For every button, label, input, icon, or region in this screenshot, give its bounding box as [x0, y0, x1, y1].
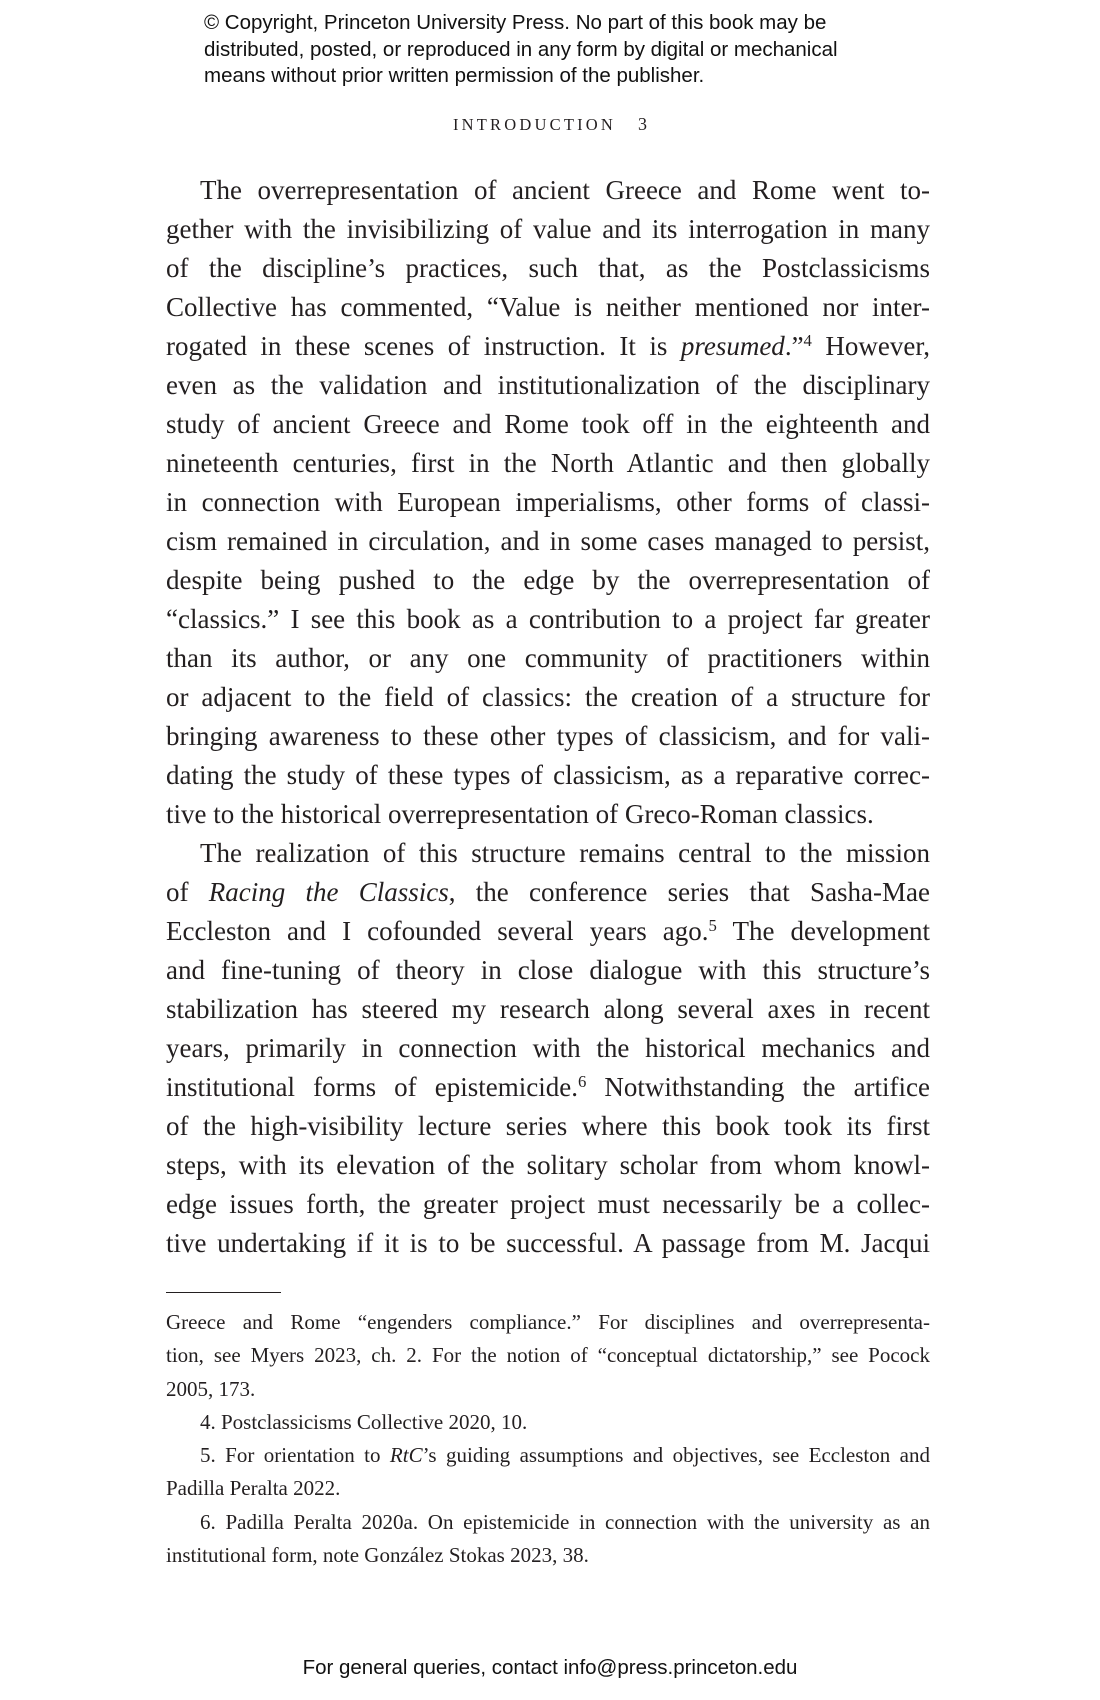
text-run: 4. Postclassicisms Collective 2020, 10.: [200, 1409, 528, 1434]
text-run: Greece and Rome “engenders compliance.” For disciplines and overrepresenta-: [166, 1310, 930, 1334]
text-run: or adjacent to the field of classics: the creation of a structure for: [166, 682, 930, 712]
body-line: [166, 873, 930, 912]
text-run: dating the study of these types of classicism, as a reparative correc-: [166, 760, 930, 790]
body-line: [166, 1068, 930, 1107]
body-line: [166, 951, 930, 990]
contact-footer: For general queries, contact info@press.princeton.edu: [302, 1656, 798, 1679]
text-run: despite being pushed to the edge by the overrepresentation of: [166, 565, 930, 595]
text-run: stabilization has steered my research along several axes in recent: [166, 994, 930, 1024]
text-run: The realization of this structure remains central to the mission: [200, 838, 930, 868]
footnote-line: [166, 1439, 930, 1472]
footnote-line: [166, 1306, 930, 1339]
body-line: [166, 1146, 930, 1185]
text-run: than its author, or any one community of practitioners within: [166, 643, 930, 673]
footnote-reference[interactable]: 4: [803, 330, 812, 350]
body-line: [166, 678, 930, 717]
body-line: [166, 639, 930, 678]
text-run: years, primarily in connection with the historical mechanics and: [166, 1033, 930, 1063]
body-line: [166, 912, 930, 951]
text-run: tive to the historical overrepresentation of Greco-Roman classics.: [166, 799, 874, 829]
body-line: [166, 1224, 930, 1263]
body-line: [166, 561, 930, 600]
body-line: [166, 366, 930, 405]
text-run: of the high-visibility lecture series where this book took its first: [166, 1111, 930, 1141]
text-run: even as the validation and institutionalization of the disciplinary: [166, 370, 930, 400]
page-number: 3: [638, 114, 648, 134]
text-run: The development: [716, 916, 930, 946]
text-run: nineteenth centuries, first in the North Atlantic and then globally: [166, 448, 930, 478]
text-run: and fine-tuning of theory in close dialogue with this structure’s: [166, 955, 930, 985]
text-run: “classics.” I see this book as a contribution to a project far greater: [166, 604, 930, 634]
footnote-reference[interactable]: 6: [577, 1071, 587, 1091]
text-run: of: [166, 877, 209, 907]
text-run: bringing awareness to these other types of classicism, and for vali-: [166, 721, 930, 751]
text-run: 2005, 173.: [166, 1376, 256, 1401]
text-run: 5. For orientation to: [200, 1443, 390, 1468]
body-line: [166, 171, 930, 210]
text-run: edge issues forth, the greater project must necessarily be a collec-: [166, 1189, 930, 1219]
italic-text: RtC: [389, 1443, 423, 1468]
italic-text: Racing the Classics: [208, 877, 449, 907]
text-run: ’s guiding assumptions and objectives, see Eccleston and: [422, 1443, 930, 1468]
text-run: in connection with European imperialisms, other forms of classi-: [166, 487, 930, 517]
text-run: gether with the invisibilizing of value and its interrogation in many: [166, 214, 930, 244]
body-line: [166, 834, 930, 873]
body-text: [166, 171, 930, 1263]
body-line: [166, 1029, 930, 1068]
footnote-line: [166, 1472, 930, 1505]
body-line: [166, 756, 930, 795]
body-line: [166, 795, 930, 834]
text-run: steps, with its elevation of the solitary scholar from whom knowl-: [166, 1150, 930, 1180]
body-line: [166, 327, 930, 366]
body-line: [166, 249, 930, 288]
text-run: of the discipline’s practices, such that, as the Postclassicisms: [166, 253, 930, 283]
copyright-line: © Copyright, Princeton University Press. No part of this book may be: [204, 11, 827, 34]
text-run: 6. Padilla Peralta 2020a. On epistemicide in connection with the university as an: [200, 1509, 930, 1534]
body-line: [166, 990, 930, 1029]
text-run: Collective has commented, “Value is neither mentioned nor inter-: [166, 292, 930, 322]
footnote-line: [166, 1506, 930, 1539]
body-line: [166, 600, 930, 639]
copyright-notice: [204, 10, 924, 90]
running-head: [0, 114, 1100, 135]
footnote-reference[interactable]: 5: [708, 915, 717, 935]
footnote-line: [166, 1539, 930, 1572]
text-run: Eccleston and I cofounded several years ago.: [166, 916, 709, 946]
footnote-line: [166, 1406, 930, 1439]
body-line: [166, 1107, 930, 1146]
text-run: The overrepresentation of ancient Greece and Rome went to-: [200, 175, 930, 205]
copyright-line: means without prior written permission of the publisher.: [204, 64, 705, 87]
text-run: tive undertaking if it is to be successful. A passage from M. Jacqui: [166, 1228, 930, 1258]
text-run: Notwithstanding the artifice: [586, 1072, 931, 1102]
body-line: [166, 405, 930, 444]
text-run: However,: [811, 331, 931, 361]
text-run: institutional form, note González Stokas 2023, 38.: [166, 1543, 589, 1568]
text-run: institutional forms of epistemicide.: [166, 1072, 578, 1102]
text-run: , the conference series that Sasha-Mae: [448, 877, 931, 907]
footnote-line: [166, 1339, 930, 1372]
body-line: [166, 522, 930, 561]
footnote-divider: [166, 1292, 281, 1293]
footnote-line: [166, 1373, 930, 1406]
text-run: rogated in these scenes of instruction. It is: [166, 331, 681, 361]
italic-text: presumed: [680, 331, 785, 361]
body-line: [166, 1185, 930, 1224]
text-run: study of ancient Greece and Rome took off in the eighteenth and: [166, 409, 930, 439]
body-line: [166, 288, 930, 327]
chapter-title: INTRODUCTION: [452, 115, 617, 134]
text-run: .”: [784, 331, 804, 361]
body-line: [166, 444, 930, 483]
copyright-line: distributed, posted, or reproduced in any form by digital or mechanical: [204, 37, 838, 61]
text-run: tion, see Myers 2023, ch. 2. For the notion of “conceptual dictatorship,” see Pocock: [166, 1343, 930, 1368]
footnotes: [166, 1306, 930, 1572]
text-run: Padilla Peralta 2022.: [166, 1476, 341, 1501]
body-line: [166, 717, 930, 756]
body-line: [166, 483, 930, 522]
text-run: cism remained in circulation, and in some cases managed to persist,: [166, 526, 930, 556]
body-line: [166, 210, 930, 249]
